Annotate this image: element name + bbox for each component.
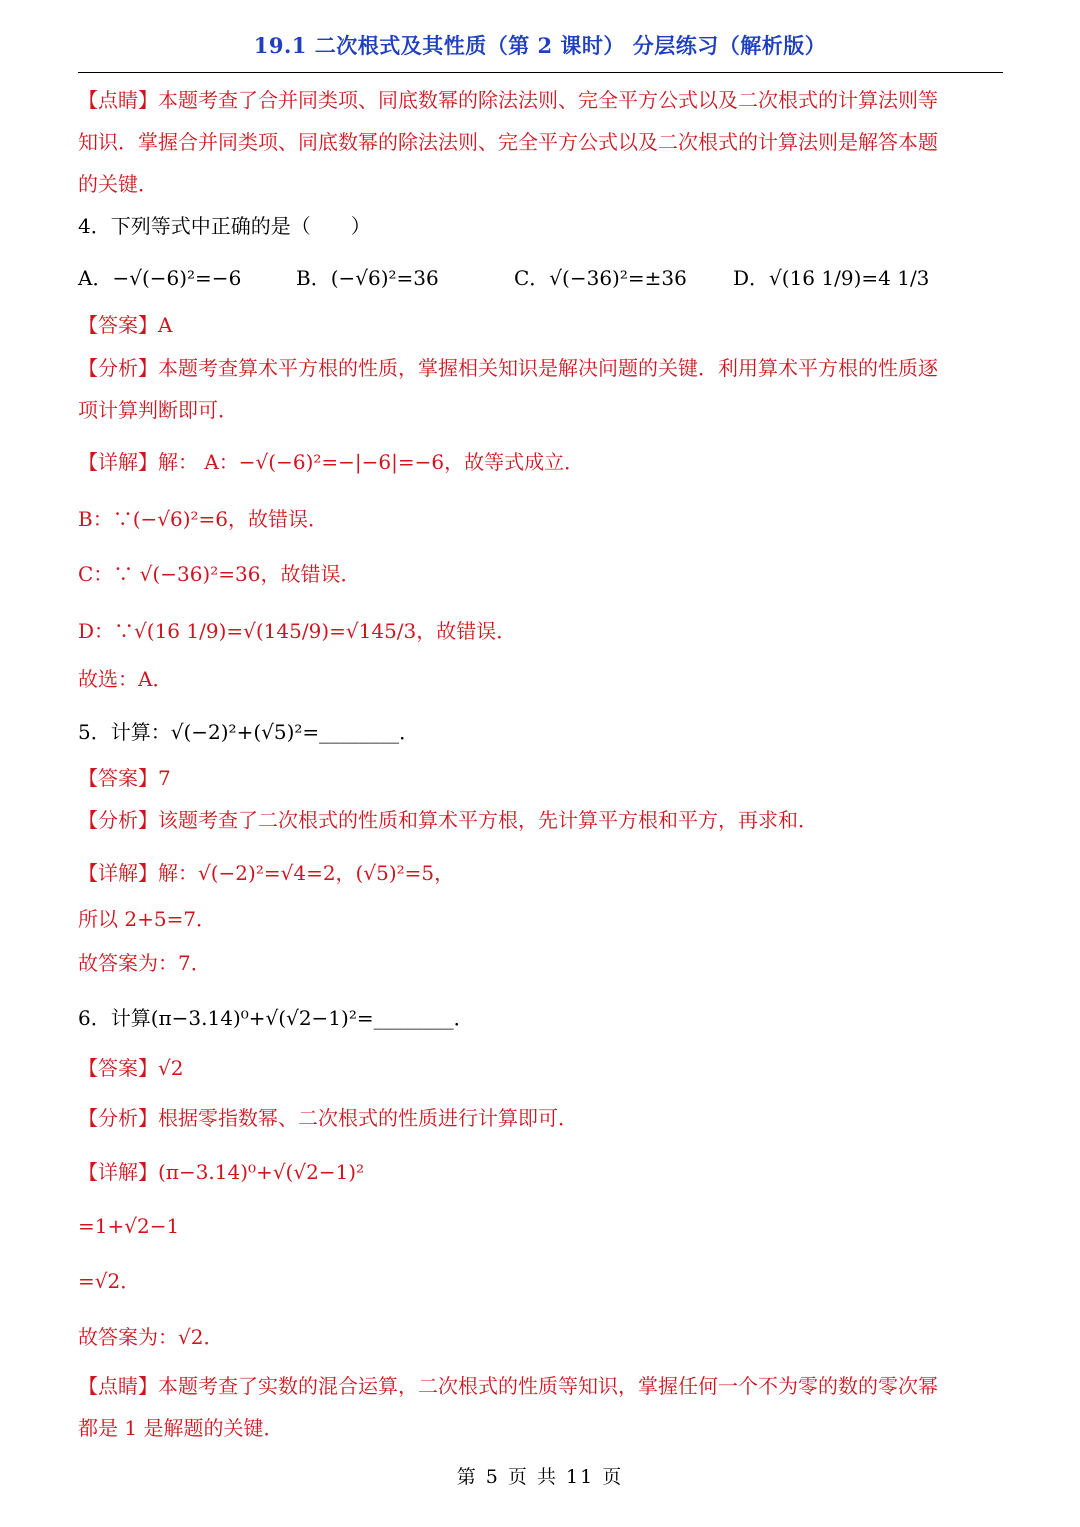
point-note-line2: 知识．掌握合并同类项、同底数幂的除法法则、完全平方公式以及二次根式的计算法则是解答本题 [78,130,938,154]
q4-analysis-line1: 【分析】本题考查算术平方根的性质，掌握相关知识是解决问题的关键．利用算术平方根的性质逐 [78,356,938,380]
q4-answer: 【答案】A [78,313,173,337]
q4-detail-d: D：∵√(16 1/9)=√(145/9)=√145/3，故错误． [78,619,517,643]
q4-option-c: C．√(−36)²=±36 [514,266,687,290]
q5-detail: 【详解】解：√(−2)²=√4=2，(√5)²=5， [78,861,455,885]
q4-option-b: B．(−√6)²=36 [296,266,439,290]
q4-choice: 故选：A． [78,667,173,691]
point-note-line3: 的关键． [78,172,158,196]
q6-point-line2: 都是 1 是解题的关键． [78,1416,284,1440]
q5-stem: 5．计算：√(−2)²+(√5)²=________． [78,720,420,744]
q6-step2: =√2． [78,1269,141,1293]
q5-answer: 【答案】7 [78,766,171,790]
q6-step1: =1+√2−1 [78,1214,180,1238]
q4-option-a: A．−√(−6)²=−6 [78,266,242,290]
q4-detail-b: B：∵(−√6)²=6，故错误． [78,507,329,531]
q6-stem: 6．计算(π−3.14)⁰+√(√2−1)²=________． [78,1006,474,1030]
q6-point-line1: 【点睛】本题考查了实数的混合运算，二次根式的性质等知识，掌握任何一个不为零的数的零次幂 [78,1374,938,1398]
q6-final: 故答案为：√2． [78,1325,224,1349]
document-title: 19.1 二次根式及其性质（第 2 课时） 分层练习（解析版） [253,33,827,58]
q6-analysis: 【分析】根据零指数幂、二次根式的性质进行计算即可． [78,1106,578,1130]
point-note-line1: 【点睛】本题考查了合并同类项、同底数幂的除法法则、完全平方公式以及二次根式的计算法则等 [78,88,938,112]
header-divider [78,72,1003,73]
q5-final: 故答案为：7． [78,951,211,975]
q4-analysis-line2: 项计算判断即可． [78,398,238,422]
q4-stem: 4．下列等式中正确的是（ ） [78,214,371,238]
q4-detail-a: 【详解】解： A：−√(−6)²=−|−6|=−6，故等式成立． [78,450,585,474]
q4-detail-c: C：∵ √(−36)²=36，故错误． [78,562,361,586]
q4-option-d: D．√(16 1/9)=4 1/3 [733,266,930,290]
q6-detail: 【详解】(π−3.14)⁰+√(√2−1)² [78,1160,365,1184]
page-number: 第 5 页 共 11 页 [456,1466,624,1488]
q5-analysis: 【分析】该题考查了二次根式的性质和算术平方根，先计算平方根和平方，再求和． [78,808,818,832]
q5-detail-sum: 所以 2+5=7． [78,907,217,931]
q6-answer: 【答案】√2 [78,1056,184,1080]
